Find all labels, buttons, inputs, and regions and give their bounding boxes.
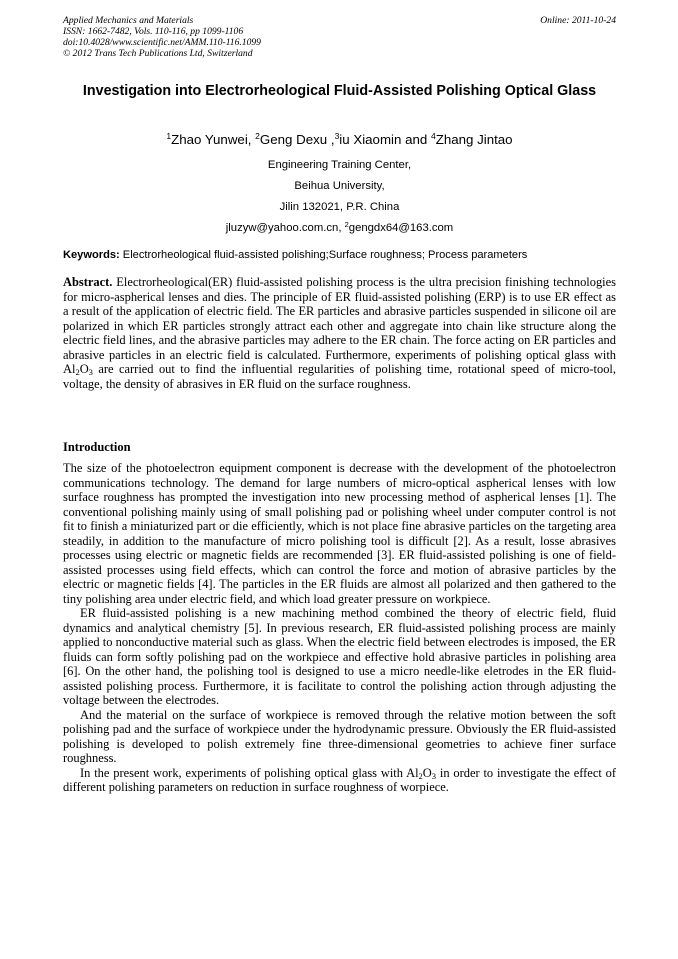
online-date: Online: 2011-10-24 (540, 15, 616, 26)
intro-p4-sub-2: 3 (431, 770, 437, 781)
affiliation-line-2: Beihua University, (294, 180, 385, 192)
intro-p4-text-1: In the present work, experiments of polishing optical glass with Al (80, 765, 419, 780)
author-sup-1: 1 (166, 131, 172, 141)
author-name-1: Zhao Yunwei, (171, 132, 256, 147)
journal-issn: ISSN: 1662-7482, Vols. 110-116, pp 1099-1106 (63, 26, 244, 37)
abstract-label: Abstract. (63, 275, 113, 289)
intro-p4-sub-1: 2 (418, 770, 423, 781)
author-list (63, 132, 616, 148)
abstract-text-1: Electrorheological(ER) fluid-assisted polishing process is the ultra precision finishing technologies for micro-aspherical lenses and dies. The principle of ER fluid-assisted polishing (ERP) is to use ER effect as a result of the application of electric field. The ER particles and abrasive particles suspended in silicone oil are polarized in which ER particles strongly attract each other and aggregate into chain like structure along the electric field lines, and the abrasive particles may adhere to the ER chain. The force acting on ER particles and abrasive particles in an electric field is calculated. Furthermore, experiments of polishing optical glass with Al (63, 275, 616, 376)
keywords-label: Keywords: (63, 249, 120, 261)
intro-p4-mid: O (422, 765, 432, 780)
abstract-paragraph (63, 275, 616, 391)
author-name-4: Zhang Jintao (435, 132, 513, 147)
introduction-body (63, 461, 616, 795)
introduction-heading: Introduction (63, 440, 131, 454)
affiliation-line-1: Engineering Training Center, (267, 159, 412, 171)
author-sup-4: 4 (430, 131, 436, 141)
journal-header (63, 15, 616, 59)
journal-copyright: © 2012 Trans Tech Publications Ltd, Switzerland (63, 48, 253, 59)
intro-p4-text-2: in order to investigate the effect of different polishing parameters on reduction in surface roughness of worpiece. (63, 765, 616, 794)
email-sup: 2 (344, 220, 349, 229)
intro-paragraph-3: And the material on the surface of workpiece is removed through the relative motion between the soft polishing pad and the surface of workpiece under the hydrodynamic pressure. Obviously the ER fluid-assisted polishing is developed to polish extremely fine three-dimensional geometries to achieve finer surface roughness. (63, 707, 616, 765)
author-sup-3: 3 (334, 131, 340, 141)
intro-paragraph-2: ER fluid-assisted polishing is a new machining method combined the theory of electric field, fluid dynamics and analytical chemistry [5]. In previous research, ER fluid-assisted polishing process are mainly applied to nonconductive material such as glass. When the electric field between electrodes is imposed, the ER fluids can form softly polishing pad on the workpiece and effective hold abrasive particles in polishing area [6]. On the other hand, the polishing tool is designed to use a micro needle-like eletrodes in the ER fluid-assisted polishing process. Furthermore, it is facilitate to control the polishing action through adjusting the voltage between the electrodes. (63, 606, 616, 707)
author-sup-2: 2 (255, 131, 260, 141)
keywords-line (63, 248, 616, 262)
abstract-mid: O (79, 362, 89, 376)
author-name-3: iu Xiaomin and (339, 132, 431, 147)
affiliation-line-3: Jilin 132021, P.R. China (279, 201, 400, 213)
journal-name: Applied Mechanics and Materials (63, 15, 194, 26)
author-name-2: Geng Dexu , (259, 132, 335, 147)
intro-paragraph-1: The size of the photoelectron equipment component is decrease with the development of the photoelectron communications technology. The demand for large numbers of micro-optical aspherical lenses with low surface roughness has prompted the investigation into new processing method of aspherical lenses [1]. The conventional polishing mainly using of small polishing pad or polishing wheel under computer control is not fit to finish a miniaturized part or die efficiently, which is not place fine abrasive particles on the targeting area steadily, in addition to the manufacture of micro polishing tool is difficult [2]. As a result, losse abrasives processes using electric or magnetic fields are recommended [3]. ER fluid-assisted polishing is one of field-assisted processes using field effects, which can control the force and motion of abrasive particles by the electric or magnetic fields [4]. The particles in the ER fluids are almost all polarized and then gathered to the tiny polishing area under electric field, and which load greater pressure on workpiece. (63, 461, 616, 606)
email-1[interactable]: jluzyw@yahoo.com.cn, (225, 222, 345, 234)
abstract-text-2: are carried out to find the influential regularities of polishing time, rotational speed of micro-tool, voltage, the density of abrasives in ER fluid on the surface roughness. (63, 362, 616, 391)
journal-info (63, 15, 616, 59)
abstract-sub-2: 3 (88, 367, 93, 377)
paper-title: Investigation into Electrorheological Fluid-Assisted Polishing Optical Glass (82, 83, 597, 99)
intro-paragraph-4 (63, 766, 616, 795)
journal-doi: doi:10.4028/www.scientific.net/AMM.110-116.1099 (63, 37, 261, 48)
email-2[interactable]: gengdx64@163.com (348, 222, 454, 234)
keywords-text: Electrorheological fluid-assisted polishing;Surface roughness; Process parameters (119, 249, 528, 261)
abstract-sub-1: 2 (75, 367, 80, 377)
author-emails (63, 221, 616, 235)
